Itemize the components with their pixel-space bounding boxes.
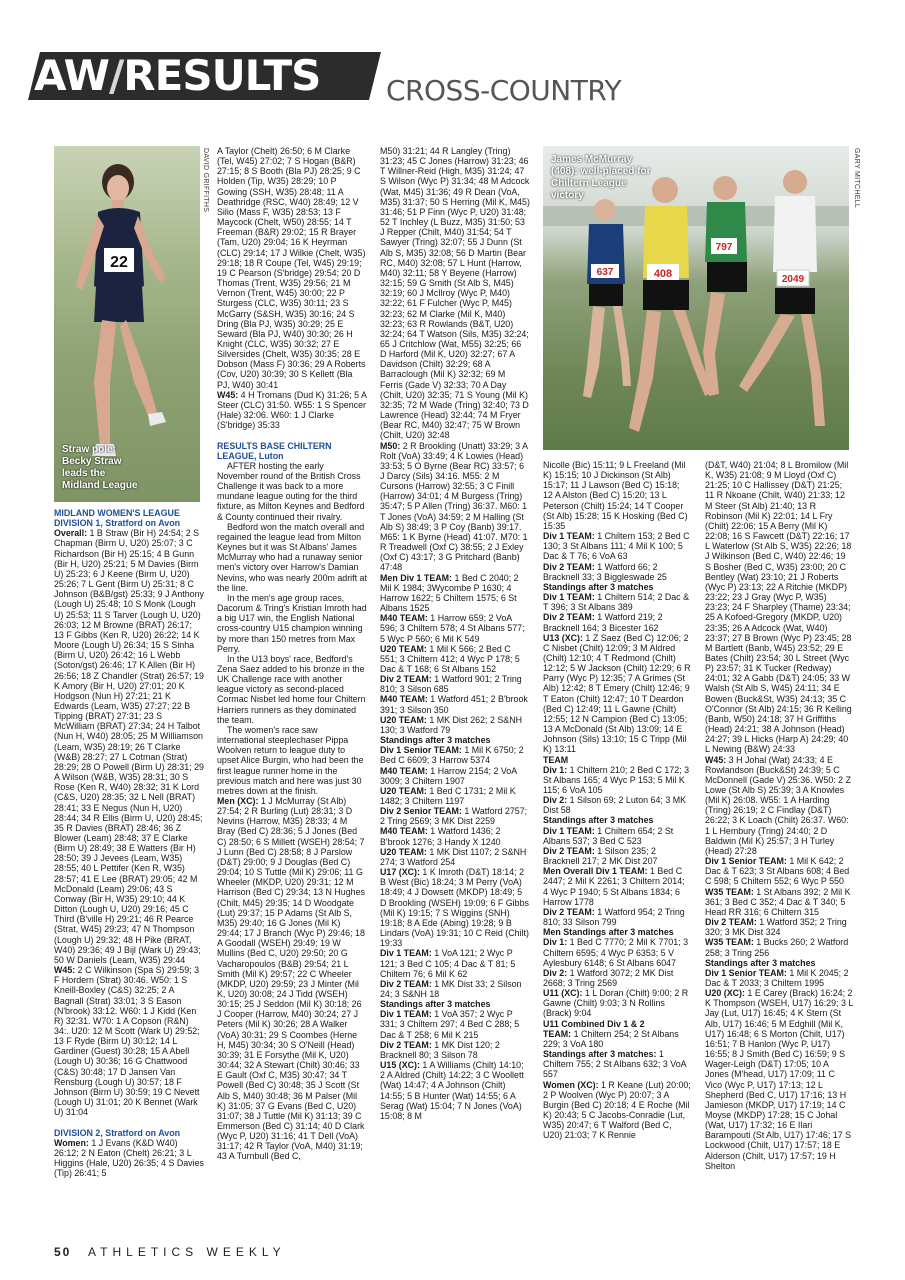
result-label: Div 2 TEAM: [380, 1039, 435, 1050]
result-label: Div 1 TEAM: [380, 1009, 435, 1020]
results-column-2 [217, 146, 367, 1246]
result-text: 4 H Tromans (Dud K) 31:26; 5 A Steer (CLC) 31:50. W55: 1 S Spencer (Hale) 32:06. W60: 1 J Clarke (S'bridge) 35:33 [217, 389, 367, 431]
result-text: 1 Harrow 659; 2 VoA 596; 3 Chiltern 578; 4 St Albans 577; 5 Wyc P 560; 6 Mil K 549 [380, 613, 525, 644]
page-footer [54, 1245, 286, 1259]
result-label: Div 1 TEAM: [380, 948, 435, 959]
result-label: W45: [54, 965, 78, 976]
report-paragraph: Bedford won the match overall and regained the league lead from Milton Keynes but it was St Albans' James McMurray who had a runaway senior men's victory over Harrow's Damian Nevins, who was nearly 200m adrift at the line. [217, 521, 367, 593]
result-text: 1 Watford 954; 2 Tring 810; 33 Silson 799 [543, 906, 685, 928]
result-entry [380, 826, 530, 846]
result-label: Overall: [54, 528, 90, 539]
result-label: W45: [217, 389, 241, 400]
result-entry [380, 745, 530, 765]
result-label: Div 1 TEAM: [543, 825, 598, 836]
result-text: 1 Bed C 7770; 2 Mil K 7701; 3 Chiltern 6595; 4 Wyc P 6353; 5 V Aylesbury 6148; 6 St Albans 6047 [543, 937, 689, 968]
result-entry [380, 847, 530, 867]
results-column-1 [54, 508, 204, 1273]
photo-caption: Straw pole: Becky Straw leads the Midland League [62, 444, 138, 491]
result-text: 1 VoA 121; 2 Wyc P 121; 3 Bed C 105; 4 Dac & T 81; 5 Chiltern 76; 6 Mil K 62 [380, 948, 516, 979]
result-text: 1 Watford 352; 2 Tring 320; 3 MK Dist 324 [705, 917, 847, 938]
result-entry [217, 390, 367, 431]
section-title: CROSS-COUNTRY [386, 74, 622, 107]
result-label: M40 TEAM: [380, 694, 431, 705]
result-label: U20 TEAM: [380, 846, 430, 857]
result-entry [380, 715, 530, 735]
result-text: 1 J McMurray (St Alb) 27:54; 2 R Burling (Lut) 28:31; 3 D Nevins (Harrow, M35) 28:33; 4 M Bray (Bed C) 28:36; 5 J Jones (Bed C) 28:50; 6 S Millett (WSEH) 28:54; 7 J Lunn (Bed C) 28:58; 8 J Parslow (D&T) 29:00; 9 J Douglas (Bed C) 29:04; 10 S Tuttle (Mil K) 29:06; 11 G Wheeler (MKDP, U20) 29:31; 12 M Harrison (Bed C) 29:34; 13 N Hughes (Chilt, M45) 29:35; 14 D Woodgate (Lut) 29:37; 15 P Adams (St Alb S, M35) 29:40; 16 G Jones (Mil K) 29:44; 17 J Branch (Wyc P) 29:46; 18 A Goodall (WSEH) 29:49; 19 W Mullins (Bed C, U20) 29:50; 20 G Vacharopoulos (B&B) 29:54; 21 L Smith (Mil K) 29:57; 22 C Wheeler (MKDP, U20) 29:59; 23 J Minter (Mil K, U20) 30:08; 24 J Tidd (WSEH) 30:15; 25 J Seddon (Mil K) 30:18; 26 J Cooper (Harrow, M40) 30:24; 27 J Peters (Mil K) 30:26; 28 A Walker (VoA) 30:31; 29 S Coombes (Herne H, M45) 30:34; 30 S O'Neill (Head) 30:39; 31 E Forsythe (Mil K, U20) 30:44; 32 A Stewart (Chilt) 30:46; 33 E Gault (Oxf C, M35) 30:47; 34 T Powell (Bed C) 30:48; 35 J Scott (St Alb S, M40) 30:48; 36 M Palser (Mil K) 31:05; 37 G Evans (Bed C, U20) 31:07; 38 J Tuttle (Mil K) 31:13; 39 C Emmerson (Bed C) 31:14; 40 D Clark (Wyc P, U20) 31:16; 41 T Dell (VoA) 31:17; 42 R Taylor (VoA, M40) 31:19; 43 A Turnbull (Bed C, [217, 796, 365, 1162]
result-subheading: TEAM [543, 754, 569, 765]
result-text: 1 Bed C 1731; 2 Mil K 1482; 3 Chiltern 1197 [380, 785, 516, 806]
spacer [54, 1117, 204, 1127]
result-label: Div 2 Senior TEAM: [380, 806, 465, 817]
result-text: 1 Watford 2757; 2 Tring 2569; 3 MK Dist 2259 [380, 806, 528, 827]
result-text: M50) 31:21; 44 R Langley (Tring) 31:23; 45 C Jones (Harrow) 31:23; 46 T Willner-Reid (High, M35) 31:24; 47 S Wilson (Wyc P) 31:34; 48 M Adcock (Wat, M45) 31:36; 49 R Dean (VoA, M35) 31:37; 50 S Herring (Mil K, M45) 31:46; 51 P Finn (Wyc P, U20) 31:48; 52 T Inchley (L Buzz, M35) 31:50; 53 J Repper (Chilt, M40) 31:54; 54 T Sawyer (Tring) 32:07; 55 J Dunn (St Alb S, M35) 32:08; 56 D Martin (Bear RC, M40) 32:08; 57 L Hunt (Harrow, M40) 32:11; 58 Y Beyene (Harrow) 32:15; 59 G Smith (St Alb S, M45) 32:19; 60 J McIlroy (Wyc P, M40) 32:22; 61 F Fulcher (Wyc P, M45) 32:23; 62 M Clarke (Mil K, M40) 32:23; 63 R Rowlands (B&T, U20) 32:24; 64 T Watson (Sils, M35) 32:24; 65 J Critchlow (Wat, M55) 32:25; 66 D Harford (Mil K, U20) 32:27; 67 A Davidson (Chilt) 32:29; 68 A Barraclough (Mil K) 32:32; 69 M Ferris (Gade V) 32:33; 70 A Day (Chilt, U20) 32:35; 71 S Young (Mil K) 32:35; 72 M Wade (Tring) 32:40; 73 D Lawrence (Head) 32:44; 74 M Fryer (Bear RC, M40) 32:47; 75 W Brown (Chilt, U20) 32:48 [380, 146, 530, 441]
result-label: Div 2 TEAM: [543, 561, 598, 572]
result-text: 1 Mil K 566; 2 Bed C 551; 3 Chiltern 412; 4 Wyc P 178; 5 Dac & T 168; 6 St Albans 152 [380, 643, 520, 674]
result-text: 1 B Straw (Bir H) 24:54; 2 S Chapman (Birm U, U20) 25:07; 3 C Richardson (Bir H) 25:15; 4 B Gunn (Bir H, U20) 25:21; 5 M Davies (Birm U) 25:23; 6 J Keene (Birm U, U20) 25:26; 7 L Gent (Birm U) 25:31; 8 C Johnson (B&B/gst) 25:33; 9 J Anthony (Lough U) 25:48; 10 S Monk (Lough U) 25:53; 11 S Tarver (Lough U, U20) 26:03; 12 M Browne (BRAT) 26:17; 13 F Gibbs (Ken R, U20) 26:22; 14 K Moore (Lough U) 26:34; 15 S Sinha (Birm U, U20) 26:42; 16 L Webb (Soton/gst) 26:46; 17 K Allen (Bir H) 26:56; 18 Z Chandler (Strat) 26:57; 19 K Amory (Bir H, U20) 27:01; 20 K Hodgson (Nun H) 27:21; 21 K Edwards (Leam, W35) 27:27; 22 B Tipping (BRAT) 27:31; 23 S McWilliam (BRAT) 27:34; 24 H Talbot (Nun H, W40) 28:05; 25 M Williamson (Leam, W35) 28:19; 26 T Clarke (W&B) 28:27; 27 L Cotman (Strat) 28:29; 28 O Powell (Birm U) 28:31; 29 A Wilson (W&B, W35) 28:31; 30 S Rose (Ken R, W40) 28:32; 31 K Lord (C&S, U20) 28:35; 32 L Nell (BRAT) 28:41; 33 E Negus (Nun H, U20) 28:44; 34 R Ellis (Birm U, U20) 28:45; 35 R Davies (BRAT) 28:46; 36 Z Blower (Leam) 28:48; 37 E Clarke (Birm U) 28:49; 38 E Watters (Bir H) 28:50; 39 J Jevees (Leam, W35) 28:55; 40 L Pettifer (Ken R, W35) 28:57; 41 E Lee (BRAT) 29:05; 42 M McDonald (Leam) 29:06; 43 S Conway (Bir H, W35) 29:10; 44 K Ditton (Lough U, U20) 29:16; 45 C Third (B'ville H) 29:21; 46 R Pearce (Strat, W45) 29:23; 47 N Thompson (Lough U) 29:32; 48 H Pike (BRAT, W40) 29:36; 49 J Bijl (Wark U) 29:43; 50 W Daniels (Leam, W35) 29:44 [54, 528, 204, 965]
result-label: Div 1 Senior TEAM: [380, 745, 465, 756]
result-text: 3 H Johal (Wat) 24:33; 4 E Rowlandson (Buck&St) 24:39; 5 C McDonnell (Gade V) 25:36. W50: 2 Z Lowe (St Alb S) 25:39; 3 A Knowles (Mil K) 26:08. W55: 1 A Harding (Tring) 26:19; 2 C Findlay (D&T) 26:22; 3 K Loach (Chilt) 26:37. W60: 1 L Hembury (Tring) 24:40; 2 D Baldwin (Mil K) 25:57; 3 H Turley (Head) 27:28 [705, 754, 852, 856]
result-subheading: Men Standings after 3 matches [543, 927, 674, 938]
result-entry [380, 1009, 530, 1039]
result-text: 1 J Evans (K&D W40) 26:12; 2 N Eaton (Chelt) 26:21; 3 L Higgins (Hale, U20) 26:35; 4 S Davies (Tip) 26:41; 5 [54, 1137, 204, 1179]
photo-caption: James McMurray (408): well-placed for Chiltern League victory [551, 154, 651, 201]
bib-number: 797 [715, 242, 733, 253]
report-paragraph: The women's race saw international steeplechaser Pippa Woolven return to league duty to upset Alice Burgin, who had been the first league runner home in the previous match and here was just 30 metres down at the finish. [217, 724, 364, 796]
bib-number: 408 [653, 268, 673, 280]
result-label: U11 (XC): [543, 988, 585, 999]
result-text: 1 Mil K 2045; 2 Dac & T 2033; 3 Chiltern 1995 [705, 967, 849, 988]
result-label: M40 TEAM: [380, 826, 431, 837]
result-label: Women: [54, 1137, 92, 1148]
result-label: W45: [705, 754, 729, 765]
result-entry [705, 968, 853, 988]
photo-credit: GARY MITCHELL [853, 148, 860, 209]
result-label: Women (XC): [543, 1079, 602, 1090]
result-subheading: U11 Combined Div 1 & 2 [543, 1018, 645, 1029]
result-label: Div 2 TEAM: [705, 917, 760, 928]
result-text: 1 MK Dist 262; 2 S&NH 130; 3 Watford 79 [380, 714, 523, 735]
magazine-name: ATHLETICS WEEKLY [88, 1245, 286, 1259]
report-paragraph: In the men's age group races, Dacorum & Tring's Kristian Imroth had a big U17 win, the English National cross-country U15 champion winning by more than 150 metres from Max Perry. [217, 592, 367, 654]
result-label: Div 2 TEAM: [543, 612, 598, 623]
result-text: 1 Chiltern 153; 2 Bed C 130; 3 St Albans 111; 4 Mil K 100; 5 Dac & T 76; 6 VoA 63 [543, 531, 690, 562]
result-entry [543, 562, 691, 582]
result-entry [543, 1029, 691, 1049]
result-label: U20 TEAM: [380, 643, 430, 654]
result-label: U17 (XC): [380, 867, 423, 878]
result-label: Div 1: [543, 764, 570, 775]
result-entry [54, 1138, 204, 1179]
result-text: (D&T, W40) 21:04; 8 L Bromilow (Mil K, W35) 21:08; 9 M Lloyd (Oxf C) 21:25; 10 C Hallissey (D&T) 21:25; 11 R Nkoane (Chilt, W40) 21:33; 12 M Steer (St Alb) 21:40; 13 R Robinson (Mil K) 22:01; 14 L Fry (Chilt) 22:06; 15 A Berry (Mil K) 22:08; 16 S Fawcett (D&T) 22:16; 17 L Waterlow (St Alb S, W35) 22:26; 18 J Wilkinson (Bed C, W40) 22:46; 19 S Bosher (Bed C, W35) 23:00; 20 C Bentley (Wat) 23:10; 21 J Roberts (Wyc P) 23:13; 22 A Ritchie (MKDP) 23:22; 23 J Gray (Wyc P, W35) 23:23; 24 F Sharpley (Thame) 23:34; 25 A Kofoed-Gregory (MKDP, U20) 23:35; 26 A Adcock (Wat, W40) 23:37; 27 B Brown (Wyc P) 23:45; 28 M Bartlett (Banb, W45) 23:52; 29 E Bates (Chilt) 23:54; 30 L Street (Wyc P) 23:57; 31 K Tucker (Redway) 24:01; 32 A Gabb (D&T) 24:05; 33 W Walsh (St Alb S, W45) 24:11; 34 E Bowen (Buck&St, W35) 24:13; 35 C O'Connor (St Alb) 24:15; 36 R Kelling (Banb, W50) 24:18; 37 H Griffiths (Head) 24:21; 38 A Johnson (Head) 24:27; 39 L Hicks (Harp A) 24:29; 40 L Newing (B&W) 24:33 [705, 460, 852, 755]
photo-credit: DAVID GRIFFITHS [202, 148, 209, 213]
result-text: 1 K Imroth (D&T) 18:14; 2 B West (Bic) 18:24; 3 M Perry (VoA) 18:49; 4 J Dowsett (MKDP) 18:49; 5 D Brookling (WSEH) 19:09; 6 F Gibbs (Mil K) 19:15; 7 S Wiggins (SNH) 19:18; 8 A Ede (Abing) 19:28; 9 B Lindars (VoA) 19:31; 10 C Reid (Chilt) 19:33 [380, 867, 529, 949]
bib-number: 22 [110, 254, 128, 271]
result-entry [543, 968, 691, 988]
result-label: Div 2 TEAM: [380, 674, 435, 685]
result-entry [380, 674, 530, 694]
result-label: Men (XC): [217, 796, 261, 806]
result-text: 1 Watford 901; 2 Tring 810; 3 Silson 685 [380, 674, 522, 695]
result-text: 1 Chiltern 254; 2 St Albans 229; 3 VoA 180 [543, 1028, 679, 1049]
results-column-4 [543, 460, 691, 1250]
result-text: 1 Bed C 2040; 2 Mil K 1984; 3Wycombe P 1630; 4 Harrow 1622; 5 Chiltern 1575; 6 St Albans 1525 [380, 572, 519, 614]
photo-becky-straw [54, 146, 200, 502]
result-text: 1 R Keane (Lut) 20:00; 2 P Woolven (Wyc P) 20:07; 3 A Burgin (Bed C) 20:18; 4 E Roche (Mil K) 20:43; 5 C Jacobs-Conradie (Lut, W35) 20:47; 6 T Walford (Bed C, U20) 21:03; 7 K Rennie [543, 1079, 691, 1141]
result-subheading: Standings after 3 matches [543, 815, 654, 826]
result-entry [380, 573, 530, 614]
result-entry [380, 613, 530, 643]
result-subheading: Standings after 3 matches [705, 957, 816, 968]
report-paragraph: In the U13 boys' race, Bedford's Zena Saez added to his bronze in the UK Challenge race with another league victory as second-placed Cormac Nisbet led home four Chiltern Harriers runners as they dominated the team. [217, 653, 366, 725]
result-text: 1 Bucks 260; 2 Watford 258; 3 Tring 256 [705, 937, 849, 958]
photo-chiltern-men [543, 146, 849, 450]
result-text: 1 A Williams (Chilt) 14:10; 2 A Aldred (Chilt) 14:22; 3 C Woollett (Wat) 14:47; 4 A Johnson (Chilt) 14:55; 5 B Hunter (Wat) 14:55; 6 A Serag (Wat) 15:04; 7 N Jones (VoA) 15:08; 8 M [380, 1060, 524, 1121]
result-text: 1 MK Dist 120; 2 Bracknell 80; 3 Silson 78 [380, 1039, 500, 1060]
result-label: Men Overall Div 1 TEAM: [543, 866, 651, 877]
result-label: Div 2: [543, 967, 570, 978]
result-entry [543, 633, 691, 755]
result-label: U20 TEAM: [380, 714, 430, 725]
result-label: M40 TEAM: [380, 765, 431, 776]
results-column-3 [380, 146, 530, 1246]
result-text: 1 Watford 451; 2 B'brook 391; 3 Silson 350 [380, 694, 528, 715]
result-text: 2 C Wilkinson (Spa S) 29:59; 3 F Hordern (Strat) 30:46. W50: 1 S Kneill-Boxley (C&S) 32:25; 2 A Bagnall (Strat) 33:01; 3 S Eason (N'brook) 33:12. W60: 1 J Kidd (Ken R) 32:31. W70: 1 A Copson (R&N) 34:. U20: 12 M Scott (Wark U) 29:52; 13 F Ryde (Birm U) 30:12; 14 L Gardiner (Guest) 30:28; 15 A Abell (Lough U) 30:36; 16 G Chattwood (C&S) 30:48; 17 D Jansen Van Rensburg (Lough U) 30:57; 18 F Johnson (Birm U) 30:59; 19 C Nevett (Lough U) 31:01; 20 K Bennet (Wark U) 31:04 [54, 965, 200, 1118]
result-entry [705, 856, 853, 886]
bib-number: 637 [596, 267, 614, 278]
result-text: 1 Chiltern 654; 2 St Albans 537; 3 Bed C 523 [543, 825, 674, 846]
result-text: 1 Chiltern 210; 2 Bed C 172; 3 St Albans 165; 4 Wyc P 153; 5 Mil K 115; 6 VoA 105 [543, 764, 690, 795]
result-label: Div 1 TEAM: [543, 592, 598, 603]
result-text: 1 St Albans 392; 2 Mil K 361; 3 Bed C 352; 4 Dac & T 340; 5 Head RR 316; 6 Chiltern 315 [705, 886, 851, 917]
result-subheading: Standings after 3 matches [380, 735, 491, 746]
result-text: 1 E Carey (Brack) 16:24; 2 K Thompson (WSEH, U17) 16:29; 3 L Jay (Lut, U17) 16:45; 4 K Stern (St Alb, U17) 16:46; 5 M Edghill (Mil K, U17) 16:48; 6 S Morton (Chilt, U17) 16:51; 7 B Hanlon (Wyc P, U17) 16:55; 8 J Smith (Bed C) 16:59; 9 S Wager-Leigh (D&T) 17:05; 10 A Jones (M'head, U17) 17:09; 11 C Vico (Wyc P, U17) 17:13; 12 L Shepherd (Bed C, U17) 17:16; 13 H Jamieson (MKDP, U17) 17:19; 14 C Moyse (MKDP) 17:28; 15 C Johal (Wat, U17) 17:32; 16 E Ilari Barampouti (St Alb, U17) 17:46; 17 S Lockwood (Chilt, U17) 17:57; 18 E Alderson (Chilt, U17) 17:57; 19 H Shelton [705, 988, 853, 1171]
result-label: TEAM: [543, 1028, 574, 1039]
result-entry [543, 795, 691, 815]
result-entry [380, 786, 530, 806]
result-entry [54, 528, 204, 965]
result-entry [705, 887, 853, 917]
result-entry [543, 846, 691, 866]
result-entry [543, 592, 691, 612]
result-entry [705, 917, 853, 937]
result-subheading: Standings after 3 matches [380, 999, 491, 1010]
result-entry [705, 988, 853, 1171]
result-heading: DIVISION 2, Stratford on Avon [54, 1127, 181, 1138]
result-label: Div 2: [543, 795, 570, 806]
result-text: 1 Chiltern 514; 2 Dac & T 396; 3 St Albans 389 [543, 592, 690, 613]
result-entry [543, 988, 691, 1018]
result-entry [543, 612, 691, 632]
result-entry [380, 1040, 530, 1060]
results-column-5 [705, 460, 853, 1250]
result-entry [380, 644, 530, 674]
result-entry [380, 766, 530, 786]
result-label: Div 2 TEAM: [543, 845, 598, 856]
result-label: U20 TEAM: [380, 785, 430, 796]
result-label: Div 2 TEAM: [543, 906, 598, 917]
result-label: Standings after 3 matches: [543, 1049, 659, 1060]
result-label: Men Div 1 TEAM: [380, 572, 455, 583]
result-text: 2 R Brookling (Unatt) 33:29; 3 A Rolt (VoA) 33:49; 4 K Lowies (Head) 33:53; 5 O Byrne (Bear RC) 33:57; 6 J Darcy (Sils) 34:16. M55: 2 M Cursons (Harrow) 32:55; 3 C Finill (Harrow) 34:01; 4 M Burgess (Tring) 35:47; 5 P Allen (Tring) 36:37. M60: 1 T Jones (VoA) 34:59; 2 M Halling (St Alb S) 38:49; 3 P Coy (Banb) 39:17. M65: 1 K Byrne (Head) 41:07. M70: 1 R Treadwell (Oxf C) 38:55; 2 J Exley (Oxf C) 43:17; 3 G Pritchard (Banb) 47:48 [380, 440, 528, 573]
result-entry [705, 755, 853, 857]
result-text: 1 VoA 357; 2 Wyc P 331; 3 Chiltern 297; 4 Bed C 288; 5 Dac & T 258; 6 Mil K 215 [380, 1009, 520, 1040]
report-paragraph: AFTER hosting the early November round of the British Cross Challenge it was back to a more mundane league outing for the third fixture, as Milton Keynes and Bedford & County continued their rivalry. [217, 460, 365, 522]
result-entry [54, 965, 204, 1117]
result-text: 1 MK Dist 1107; 2 S&NH 274; 3 Watford 254 [380, 846, 527, 867]
result-text: 1 Watford 219; 2 Bracknell 164; 3 Bicester 162 [543, 612, 663, 633]
result-text: 1 Watford 66; 2 Bracknell 33; 3 Biggleswade 25 [543, 561, 667, 582]
result-entry [380, 1060, 530, 1121]
spacer [217, 430, 367, 440]
result-entry [543, 907, 691, 927]
result-entry [217, 796, 367, 1162]
result-text: 1 Z Saez (Bed C) 12:06; 2 C Nisbet (Chilt) 12:09; 3 M Aldred (Chilt) 12:10; 4 T Redmond (Chilt) 12:12; 5 W Jackson (Chilt) 12:29; 6 R Parry (Wyc P) 12:35; 7 A Grimes (St Alb) 12:42; 8 T Emery (Chilt) 12:46; 9 T Eaton (Chilt) 12:47; 10 T Deardon (Bed C) 12:49; 11 L Gawne (Chilt) 12:55; 12 N Campion (Bed C) 13:05; 13 A McDonald (St Alb) 13:09; 14 E Johnson (Sils) 13:10; 15 C Tripp (Mil K) 13:11 [543, 632, 691, 755]
result-text: 1 Watford 3072; 2 MK Dist 2668; 3 Tring 2569 [543, 967, 674, 988]
result-text: 1 MK Dist 33; 2 Silson 24; 3 S&NH 18 [380, 978, 522, 999]
result-text: A Taylor (Chelt) 26:50; 6 M Clarke (Tel, W45) 27:02; 7 S Hogan (B&R) 27:15; 8 S Booth (Bla PJ) 28:25; 9 C Holden (Tip, W35) 28:29; 10 P Gowing (SSH, W35) 28:48; 11 A Deathridge (RSC, W40) 28:49; 12 V Silio (Mass F, W35) 28:53; 13 F Maycock (Chelt, W50) 28:55; 14 T Freeman (B&R) 29:02; 15 R Brayer (Tam, U20) 29:04; 16 K Heyrman (CLC) 29:14; 17 J Wilkie (Chelt, W35) 29:18; 18 R Coupe (Tel, W45) 29:19; 19 C Pearson (S'bridge) 29:54; 20 D Thomas (Trent, W35) 29:56; 21 M Vernon (Trent, W45) 30:00; 22 P Sturgess (CLC, W35) 30:11; 23 S McGarry (S&SH, W35) 30:16; 24 S Dring (Bla PJ, W35) 30:29; 25 E Seward (Bla PJ, W40) 30:30; 26 H Knight (CLC, W35) 30:32; 27 E Silversides (Chelt, W35) 30:35; 28 E Dobson (Mass F) 30:36; 29 A Roberts (Cov, U20) 30:39; 30 S Kellett (Bla PJ, W40) 30:41 [217, 146, 366, 390]
result-label: U20 (XC): [705, 988, 748, 999]
result-heading: MIDLAND WOMEN'S LEAGUE DIVISION 1, Stratford on Avon [54, 508, 181, 529]
brand-results: RESULTS [123, 51, 321, 100]
result-label: M50: [380, 440, 403, 451]
result-entry [380, 867, 530, 948]
brand-aw: AW [34, 51, 109, 100]
result-entry [543, 765, 691, 795]
result-text: 1 Chiltern 755; 2 St Albans 632; 3 VoA 557 [543, 1049, 687, 1080]
result-label: Div 1 Senior TEAM: [705, 856, 790, 867]
result-entry [380, 948, 530, 978]
result-label: Div 1 Senior TEAM: [705, 967, 790, 978]
result-text: 1 Bed C 2447; 2 Mil K 2261; 3 Chiltern 2014; 4 Wyc P 1940; 5 St Albans 1834; 6 Harrow 1778 [543, 866, 685, 907]
result-text: 1 Silson 69; 2 Luton 64; 3 MK Dist 58 [543, 795, 687, 816]
result-label: W35 TEAM: [705, 886, 757, 897]
result-label: W35 TEAM: [705, 937, 757, 948]
results-brand [34, 50, 374, 102]
result-label: Div 1 TEAM: [543, 531, 598, 542]
result-entry [705, 937, 853, 957]
result-text: 1 Mil K 6750; 2 Bed C 6609; 3 Harrow 5374 [380, 745, 524, 766]
brand-slash: / [108, 51, 124, 100]
result-entry [543, 937, 691, 967]
result-entry [543, 866, 691, 907]
result-entry [380, 806, 530, 826]
result-label: U13 (XC): [543, 632, 586, 643]
result-entry [380, 979, 530, 999]
result-text: 1 L Doran (Chilt) 9:00; 2 R Gawne (Chilt) 9:03; 3 N Rollins (Brack) 9:04 [543, 988, 689, 1019]
result-text: 1 Mil K 642; 2 Dac & T 623; 3 St Albans 608; 4 Bed C 598; 5 Chiltern 552; 6 Wyc P 550 [705, 856, 850, 887]
result-entry [543, 531, 691, 561]
result-text: 1 Watford 1436; 2 B'brook 1276; 3 Handy X 1240 [380, 826, 501, 847]
bib-number: 2049 [781, 274, 805, 285]
result-label: Div 2 TEAM: [380, 978, 435, 989]
result-entry [543, 1049, 691, 1079]
result-entry [380, 694, 530, 714]
result-text: 1 Silson 235; 2 Bracknell 217; 2 MK Dist 207 [543, 845, 658, 867]
result-heading: RESULTS BASE CHILTERN LEAGUE, Luton [217, 440, 332, 461]
result-subheading: Standings after 3 matches [543, 581, 654, 592]
result-entry [543, 1080, 691, 1141]
result-label: U15 (XC): [380, 1060, 423, 1071]
result-text: Nicolle (Bic) 15:11; 9 L Freeland (Mil K) 15:15; 10 J Dickinson (St Alb) 15:17; 11 J Lawson (Bed C) 15:18; 12 A Alston (Bed C) 15:20; 13 L Peterson (Chilt) 15:24; 14 T Cooper (St Alb) 15:28; 15 K Hosking (Bed C) 15:35 [543, 460, 688, 531]
result-label: Div 1: [543, 937, 570, 948]
result-text: 1 Harrow 2154; 2 VoA 3009; 3 Chiltern 1907 [380, 765, 517, 786]
page-number: 50 [54, 1245, 72, 1259]
result-label: M40 TEAM: [380, 613, 431, 624]
result-entry [543, 826, 691, 846]
result-entry [380, 441, 530, 573]
